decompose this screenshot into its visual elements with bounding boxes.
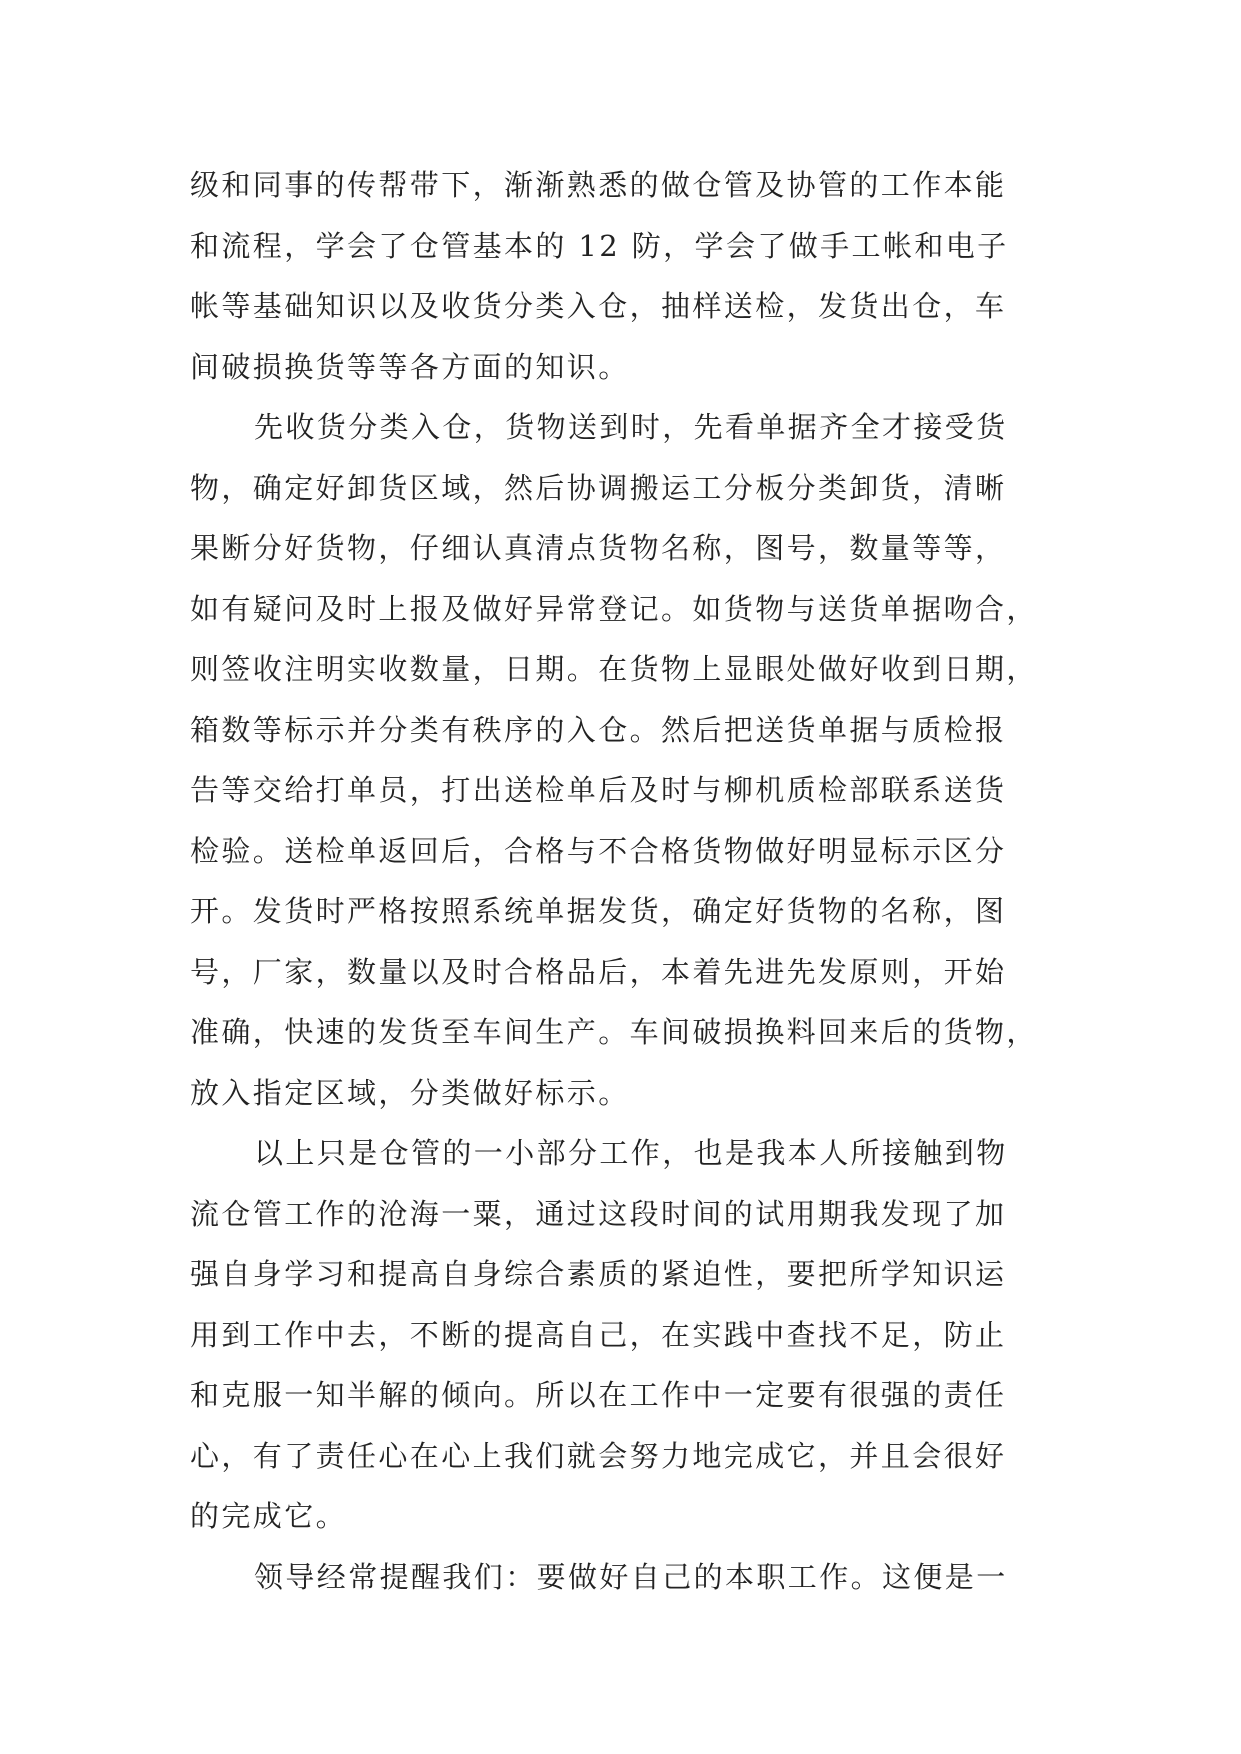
text-line: 帐等基础知识以及收货分类入仓，抽样送检，发货出仓，车 <box>190 289 1007 323</box>
text-line: 以上只是仓管的一小部分工作，也是我本人所接触到物 <box>254 1136 1008 1170</box>
text-line: 级和同事的传帮带下，渐渐熟悉的做仓管及协管的工作本能 <box>190 168 1007 202</box>
text-line: 物，确定好卸货区域，然后协调搬运工分板分类卸货，清晰 <box>190 470 1007 505</box>
text-line: 心，有了责任心在心上我们就会努力地完成它，并且会很好 <box>190 1438 1007 1473</box>
text-line: 如有疑问及时上报及做好异常登记。如货物与送货单据吻合， <box>190 591 1038 626</box>
text-line: 检验。送检单返回后，合格与不合格货物做好明显标示区分 <box>190 833 1007 868</box>
paragraph-1 <box>190 155 1060 397</box>
text-line: 放入指定区域，分类做好标示。 <box>190 1075 630 1110</box>
text-line: 间破损换货等等各方面的知识。 <box>190 349 630 384</box>
text-line: 开。发货时严格按照系统单据发货，确定好货物的名称，图 <box>190 894 1007 928</box>
text-line: 的完成它。 <box>190 1499 348 1533</box>
paragraph-4 <box>190 1547 1060 1608</box>
document-body <box>190 155 1060 1607</box>
text-line: 准确，快速的发货至车间生产。车间破损换料回来后的货物， <box>190 1015 1038 1049</box>
text-line: 和克服一知半解的倾向。所以在工作中一定要有很强的责任 <box>190 1378 1007 1412</box>
text-line: 先收货分类入仓，货物送到时，先看单据齐全才接受货 <box>254 410 1008 444</box>
paragraph-3 <box>190 1123 1060 1547</box>
text-line: 流仓管工作的沧海一粟，通过这段时间的试用期我发现了加 <box>190 1196 1007 1231</box>
text-line: 领导经常提醒我们：要做好自己的本职工作。这便是一 <box>254 1559 1008 1594</box>
text-line: 果断分好货物，仔细认真清点货物名称，图号，数量等等， <box>190 531 1007 565</box>
text-line: 号，厂家，数量以及时合格品后，本着先进先发原则，开始 <box>190 954 1007 989</box>
text-line: 则签收注明实收数量，日期。在货物上显眼处做好收到日期， <box>190 652 1038 686</box>
text-line: 和流程，学会了仓管基本的 12 防，学会了做手工帐和电子 <box>190 228 1009 263</box>
text-line: 箱数等标示并分类有秩序的入仓。然后把送货单据与质检报 <box>190 712 1007 747</box>
text-line: 强自身学习和提高自身综合素质的紧迫性，要把所学知识运 <box>190 1257 1007 1291</box>
paragraph-2 <box>190 397 1060 1123</box>
text-line: 用到工作中去，不断的提高自己，在实践中查找不足，防止 <box>190 1317 1007 1352</box>
text-line: 告等交给打单员，打出送检单后及时与柳机质检部联系送货 <box>190 773 1007 807</box>
